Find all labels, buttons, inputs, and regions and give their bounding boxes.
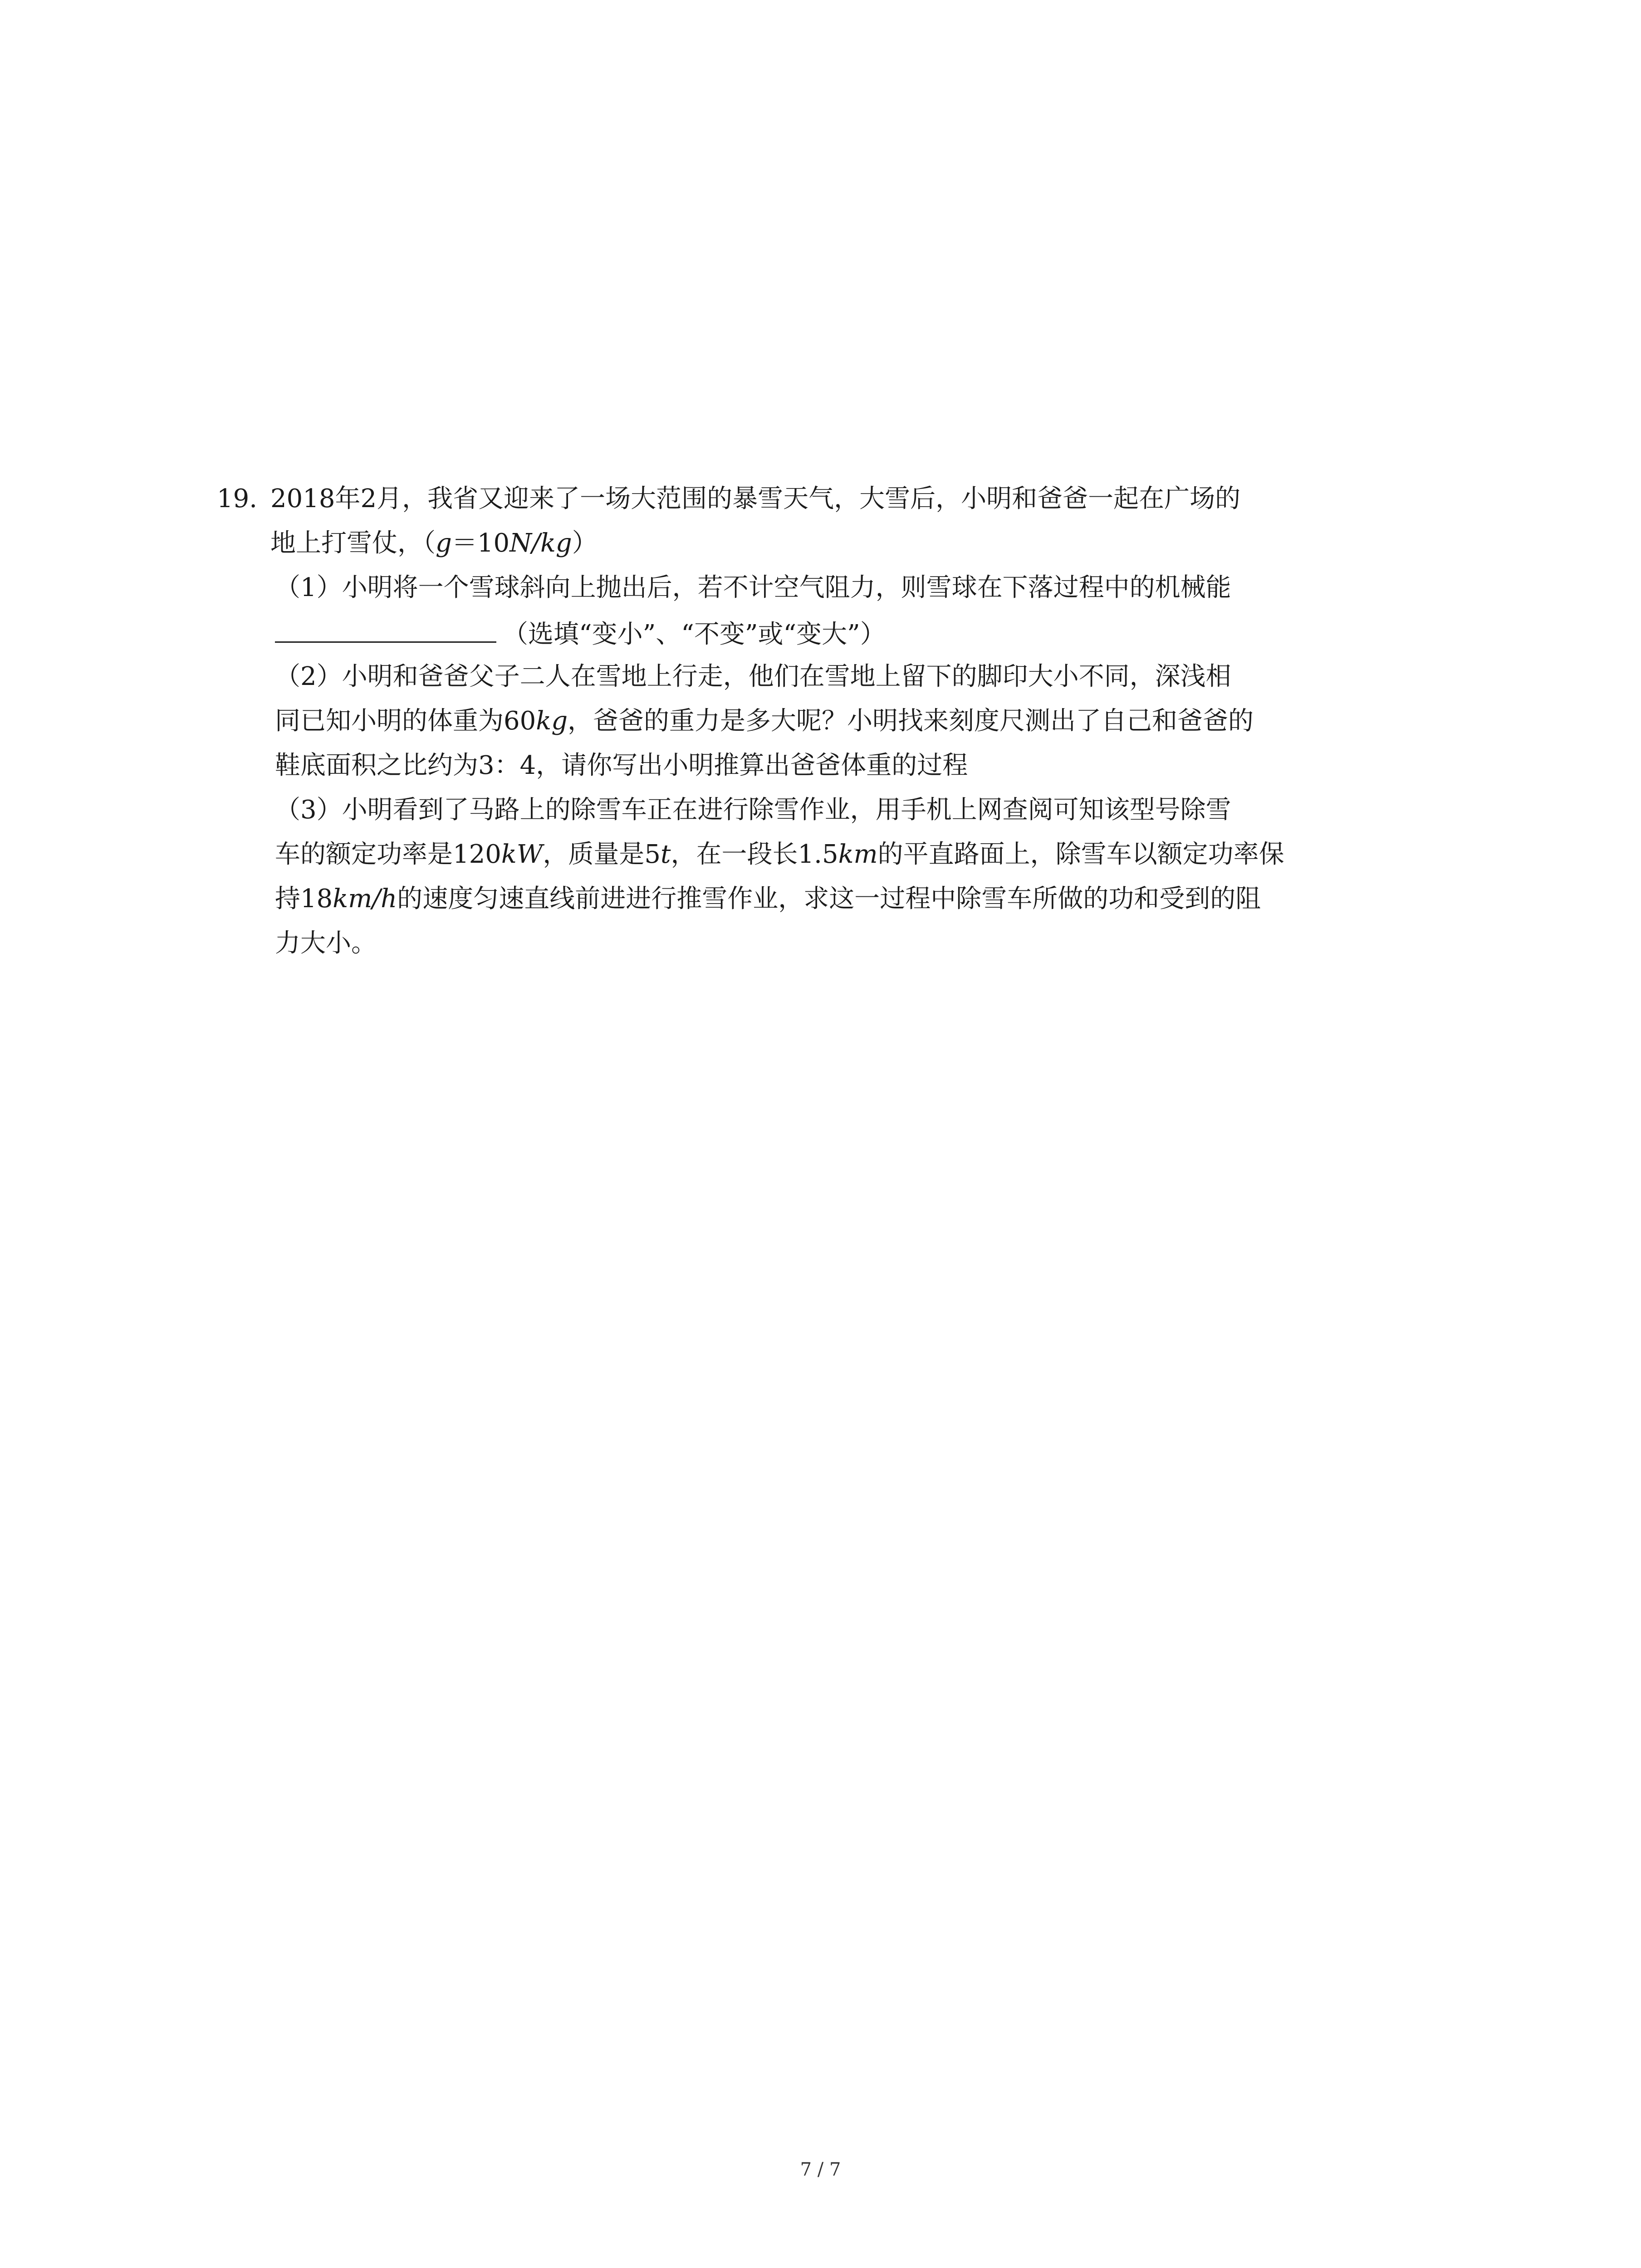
part-3-text-2a: 车的额定功率是120 (275, 840, 501, 869)
stem-close: ） (572, 528, 598, 558)
part-3-text-1: （3）小明看到了马路上的除雪车正在进行除雪作业，用手机上网查阅可知该型号除雪 (275, 795, 1231, 825)
part-3-line-2 (275, 836, 1284, 873)
part-1-options: （选填“变小”、“不变”或“变大”） (503, 620, 886, 649)
answer-blank[interactable] (275, 613, 496, 643)
part-3-text-3a: 持18 (275, 884, 333, 914)
part-3-text-2b: ，质量是5 (543, 840, 661, 869)
gravity-symbol: g (436, 528, 452, 558)
stem-text-1: 2018年2月，我省又迎来了一场大范围的暴雪天气，大雪后，小明和爸爸一起在广场的 (270, 484, 1241, 513)
page-number: 7 / 7 (800, 2159, 841, 2180)
part-3-text-2d: 的平直路面上，除雪车以额定功率保 (877, 840, 1284, 869)
mass-unit: kg (536, 706, 568, 736)
part-3-text-4: 力大小。 (275, 929, 377, 958)
mass-unit-t: t (661, 840, 671, 869)
part-3-line-4 (275, 925, 377, 962)
question-number: 19. (217, 484, 258, 513)
stem-text-2: 地上打雪仗，（ (270, 528, 436, 558)
part-2-line-2 (275, 703, 1254, 739)
part-2-text-3: 鞋底面积之比约为3：4，请你写出小明推算出爸爸体重的过程 (275, 751, 968, 780)
part-2-text-1: （2）小明和爸爸父子二人在雪地上行走，他们在雪地上留下的脚印大小不同，深浅相 (275, 662, 1231, 691)
part-1-line-2 (275, 613, 886, 650)
part-3-text-3b: 的速度匀速直线前进进行推雪作业，求这一过程中除雪车所做的功和受到的阻 (397, 884, 1261, 914)
gravity-value: ＝10 (451, 528, 510, 558)
part-1-text: （1）小明将一个雪球斜向上抛出后，若不计空气阻力，则雪球在下落过程中的机械能 (275, 573, 1231, 602)
power-unit: kW (501, 840, 543, 869)
part-1-line-1 (275, 570, 1231, 606)
speed-unit: km/h (333, 884, 397, 914)
part-3-text-2c: ，在一段长1.5 (671, 840, 838, 869)
part-2-line-3 (275, 748, 968, 784)
part-2-line-1 (275, 659, 1231, 695)
question-stem-line-1 (217, 481, 1240, 517)
part-2-text-2a: 同已知小明的体重为60 (275, 706, 536, 736)
part-2-text-2b: ，爸爸的重力是多大呢？小明找来刻度尺测出了自己和爸爸的 (568, 706, 1254, 736)
question-stem-line-2 (270, 525, 598, 562)
part-3-line-3 (275, 881, 1261, 917)
part-3-line-1 (275, 792, 1231, 828)
gravity-unit: N/kg (509, 528, 572, 558)
distance-unit: km (838, 840, 878, 869)
